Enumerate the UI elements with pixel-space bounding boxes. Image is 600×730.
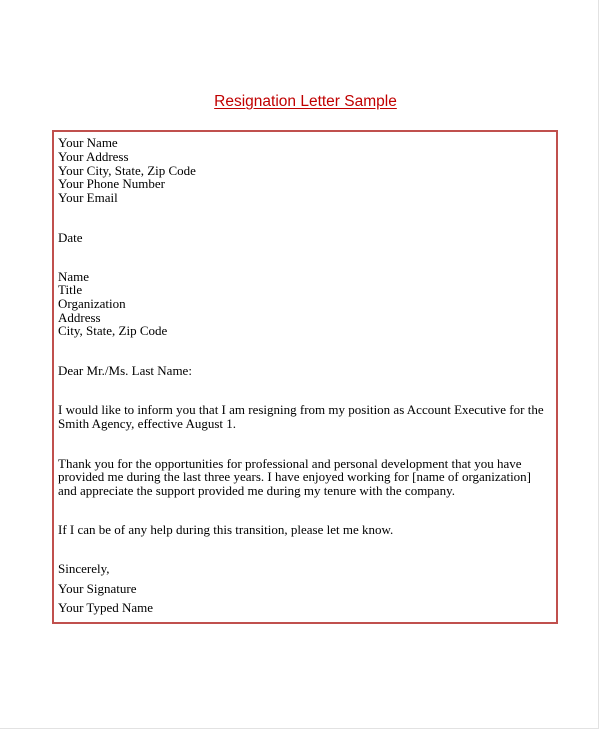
letter-date: Date <box>58 230 83 245</box>
page-title: Resignation Letter Sample <box>214 93 397 110</box>
recipient-organization: Organization <box>58 296 126 311</box>
salutation: Dear Mr./Ms. Last Name: <box>58 363 192 378</box>
typed-name: Your Typed Name <box>58 600 154 615</box>
sender-phone: Your Phone Number <box>58 176 166 191</box>
paragraph2-line1: Thank you for the opportunities for professional and personal development that you have <box>58 456 522 471</box>
recipient-address: Address <box>58 310 101 325</box>
recipient-title: Title <box>58 282 83 297</box>
signature: Your Signature <box>58 581 137 596</box>
paragraph3: If I can be of any help during this transition, please let me know. <box>58 522 394 537</box>
closing: Sincerely, <box>58 561 110 576</box>
sender-email: Your Email <box>58 190 118 205</box>
sender-address: Your Address <box>58 149 129 164</box>
sender-city-state-zip: Your City, State, Zip Code <box>58 163 196 178</box>
paragraph2-line3: and appreciate the support provided me during my tenure with the company. <box>58 483 455 498</box>
recipient-name: Name <box>58 269 90 284</box>
sender-name: Your Name <box>58 135 118 150</box>
paragraph1-line1: I would like to inform you that I am resigning from my position as Account Executive for the <box>58 402 544 417</box>
paragraph1-line2: Smith Agency, effective August 1. <box>58 416 237 431</box>
recipient-city-state-zip: City, State, Zip Code <box>58 323 168 338</box>
paragraph2-line2: provided me during the last three years. I have enjoyed working for [name of organization] <box>58 469 532 484</box>
